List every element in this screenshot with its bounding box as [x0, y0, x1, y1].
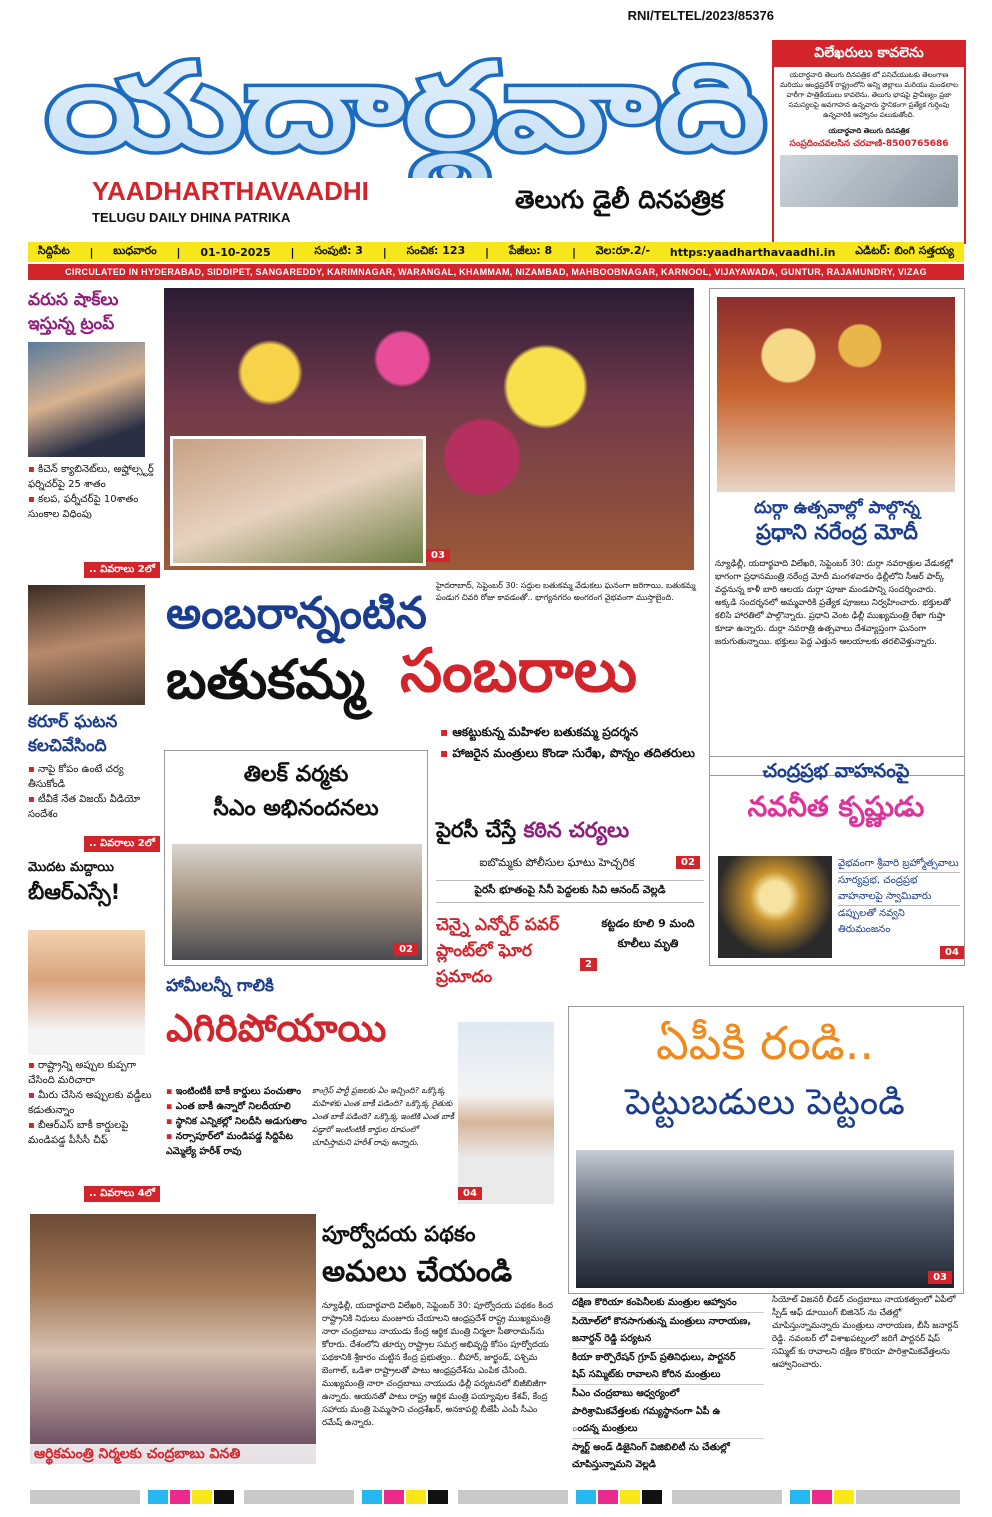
ap-line-2: సియోల్‌లో కొనసాగుతున్న మంత్రులు నారాయణ,	[572, 1315, 751, 1327]
ap-kia-photo	[576, 1150, 954, 1288]
harish-bullet-4: ▪ నర్సాపూర్‌లో మండిపడ్డ సిద్దిపేట ఎమ్మెల్యే హరీశ్ రావు	[166, 1129, 308, 1159]
info-volume: సంపుటి: 3	[314, 244, 363, 257]
krishna-headline-2[interactable]: నవనీత కృష్ణుడు	[747, 790, 925, 823]
nirmala-headline-1[interactable]: పూర్వోదయ పథకం	[322, 1222, 476, 1246]
bathukamma-photo	[164, 288, 694, 570]
ap-line-9: స్మార్ట్ అండ్ డిజైనింగ్ విజిబిలిటీ ను చేతుల్లో	[572, 1441, 730, 1453]
info-editor: ఎడిటర్: బింగి సత్తయ్య	[855, 244, 955, 257]
color-bar-gray-3	[458, 1490, 568, 1504]
lead-headline-2b[interactable]: సంబరాలు	[400, 636, 638, 706]
ap-line-1: దక్షిణ కొరియా కంపెనీలకు మంత్రుల ఆహ్వానం	[572, 1294, 764, 1313]
color-bar-cyan-4	[790, 1490, 810, 1504]
krishna-headline-1[interactable]: చంద్రప్రభ వాహనంపై	[762, 760, 910, 782]
piracy-line-2: పైరసీ భూతంపై సినీ పెద్దలకు సివి ఆనంద్ వెల్లడి	[436, 880, 704, 903]
color-bar-cyan	[148, 1490, 168, 1504]
english-title: YAADHARTHAVAADHI	[92, 176, 369, 206]
color-bar-magenta-2	[384, 1490, 404, 1504]
piracy-headline-a: పైరసీ చేస్తే	[436, 818, 517, 842]
color-bar-yellow	[192, 1490, 212, 1504]
piracy-headline-b: కఠిన చర్యలు	[523, 818, 630, 842]
lead-caption: హైదరాబాద్, సెప్టెంబర్ 30: సద్దుల బతుకమ్మ వేడుకలు ఘనంగా జరిగాయి. బతుకమ్మ పండుగ చివరి రోజు కావడంతో.. భాగ్యనగరం అంగరంగ వైభవంగా ముస్తాబైంది.	[436, 581, 696, 602]
info-pages: పేజీలు: 8	[508, 244, 553, 257]
modi-headline-2: ప్రధాని నరేంద్ర మోదీ	[756, 520, 918, 544]
ap-line-3: జనార్దన్ రెడ్డి పర్యటన	[572, 1330, 764, 1349]
chennai-headline[interactable]: చెన్నై ఎన్నోర్ పవర్ ప్లాంట్‌లో ఘోర ప్రమాదం	[436, 915, 560, 987]
harish-headline[interactable]: ఎగిరిపోయాయి	[166, 1006, 387, 1050]
brs-bullets	[28, 1058, 156, 1148]
tilak-headline[interactable]	[170, 758, 422, 826]
vacancy-heading: విలేఖరులు కావలెను	[774, 42, 964, 67]
trump-bullet-1: ▪ కిచెన్ క్యాబినెట్‌లు, అప్హోల్స్టర్డ్ ఫర్నిచర్‌పై 25 శాతం	[28, 462, 156, 492]
ap-line-10: చూపిస్తున్నామని వెల్లడి	[572, 1459, 656, 1471]
krishna-photo	[718, 856, 832, 958]
brs-more-link[interactable]: .. వివరాలు 4లో	[84, 1186, 160, 1202]
masthead-logo[interactable]	[38, 28, 778, 178]
piracy-page-tag: 02	[676, 856, 700, 869]
modi-body: న్యూఢిల్లీ, యదార్థవాది విలేఖరి, సెప్టెంబర్ 30: దుర్గా నవరాత్రుల వేడుకల్లో భాగంగా ప్రధానమంత్రి నరేంద్ర మోదీ మంగళవారం ఢిల్లీలోని సీఆర్ పార్క్ వద్దనున్న కాళీ బారి ఆలయ దుర్గా పూజా మండపాన్ని సందర్శించారు. అక్కడి సందర్శనలో అమ్మవారికి ప్రత్యేక పూజలు నిర్వహించారు. భక్తులతో కలిసి హారతిలో పాల్గొన్నారు. ప్రధాని వెంట ఢిల్లీ ముఖ్యమంత్రి రేఖా గుప్తా కూడా ఉన్నారు. దుర్గా నవరాత్రి ఉత్సవాలు దేశవ్యాప్తంగా ఘనంగా జరుగుతున్నాయి. భక్తులు పెద్ద ఎత్తున ఆలయాలకు తరలివెళ్తున్నారు.	[715, 559, 953, 647]
krishna-bullets	[838, 856, 960, 938]
nirmala-caption: ఆర్థికమంత్రి నిర్మలకు చంద్రబాబు వినతి	[30, 1444, 316, 1467]
lead-page-tag: 03	[426, 549, 450, 562]
krishna-bullet-2: సూర్యప్రభ, చంద్రప్రభ వాహనాలపై స్వామివారు	[838, 873, 960, 906]
piracy-line-1: ఐబొమ్మకు పోలీసుల ఘాటు హెచ్చరిక	[479, 856, 635, 869]
info-place: సిద్దిపేట	[37, 244, 70, 257]
tilak-headline-2: సీఎం అభినందనలు	[213, 796, 379, 821]
color-bar-cyan-2	[362, 1490, 382, 1504]
ap-page-tag: 03	[928, 1271, 952, 1284]
karur-bullets	[28, 762, 156, 822]
info-date: 01-10-2025	[200, 245, 271, 259]
color-bar-magenta-4	[812, 1490, 832, 1504]
ap-headline-2[interactable]: పెట్టుబడులు పెట్టండి	[625, 1082, 905, 1123]
nirmala-photo	[30, 1214, 316, 1464]
color-bar-gray-2	[244, 1490, 354, 1504]
harish-quote: కాంగ్రెస్ పార్టీ ప్రజలకు ఏం ఇచ్చింది? ఒక్కొక్క మహిళకు ఎంత బాకీ పడింది? ఒక్కొక్క రైతుకు ఎంత బాకీ పడింది? ఒక్కొక్క ఇంటికి ఎంత బాకీ పడ్డారో ఇంటింటికీ కార్డుల రూపంలో చూపిస్తామని హరీశ్ రావు అన్నారు.	[312, 1086, 455, 1147]
chennai-side-text: కట్టడం కూలి 9 మంది కూలీలు మృతి	[601, 917, 695, 950]
color-bar-black	[214, 1490, 234, 1504]
vacancy-body: యదార్థవాది తెలుగు దినపత్రిక లో పనిచేయుటకు తెలంగాణ మరియు ఆంధ్రప్రదేశ్ రాష్ట్రంలోని అన్ని జిల్లాలు మరియు మండలాల వారీగా పాత్రికేయులు కావలెను. తెలుగు భాషపై ప్రావీణ్యం ప్రజా సమస్యలపై అవగాహన ఉన్నవారు స్థానికంగా ప్రత్యేక గుర్తింపు ఉన్నవారికి ఆహ్వానం పలుకుతోంది.	[780, 71, 958, 119]
brs-bullet-3: ▪ బీఆర్ఎస్ బాకీ కార్డులపై మండిపడ్డ పీసీసీ చీఫ్	[28, 1118, 156, 1148]
piracy-headline[interactable]	[436, 818, 696, 848]
brs-bullet-1: ▪ రాష్ట్రాన్ని అప్పుల కుప్పగా చేసింది మరిచారా	[28, 1058, 156, 1088]
info-day: బుధవారం	[113, 244, 157, 257]
trump-bullet-2: ▪ కలప, ఫర్నీచర్‌పై 10శాతం సుంకాల విధింపు	[28, 492, 156, 522]
ap-left-lines	[572, 1294, 764, 1474]
lead-bullets	[440, 722, 705, 764]
pcc-chief-photo	[28, 930, 145, 1055]
harish-bullets	[166, 1084, 308, 1159]
trump-photo	[28, 342, 145, 457]
ap-headline-1[interactable]: ఏపీకి రండి..	[656, 1016, 874, 1070]
harish-bullet-3: ▪ స్థానిక ఎన్నికల్లో నిలదీసి అడుగుతాం	[166, 1114, 308, 1129]
trump-bullets	[28, 462, 156, 522]
color-bar-gray-left	[30, 1490, 140, 1504]
info-bar: సిద్దిపేట | బుధవారం | 01-10-2025 | సంపుటి: 3 | సంచిక: 123 | పేజీలు: 8 | వెల:రూ.2/- https:yaadharthavaadhi.in ఎడిటర్: బింగి సత్తయ్య	[28, 242, 964, 262]
vacancy-phone: సంప్రదించవలసిన చరవాణి-8500765686	[789, 139, 949, 149]
ap-line-8: ందన్న మంత్రులు	[572, 1420, 764, 1439]
tilak-page-tag: 02	[394, 943, 418, 956]
color-bar-yellow-4	[834, 1490, 854, 1504]
modi-headline-1: దుర్గా ఉత్సవాల్లో పాల్గొన్న	[754, 498, 920, 518]
chennai-page-tag: 2	[580, 958, 597, 971]
lead-headline-2a[interactable]: బతుకమ్మ	[166, 648, 366, 711]
ap-line-5: షిప్ సమ్మిట్‌కు రావాలని కోరిన మంత్రులు	[572, 1366, 764, 1385]
karur-headline[interactable]: కరూర్ ఘటన కలచివేసింది	[28, 712, 118, 756]
writing-hand-photo	[780, 155, 958, 207]
vacancy-ad[interactable]	[772, 40, 966, 244]
ap-line-4: కియా కార్పొరేషన్ గ్రూప్ ప్రతినిధులు, పార్టనర్	[572, 1351, 736, 1363]
krishna-page-tag: 04	[940, 946, 964, 959]
lead-headline-1[interactable]: అంబరాన్నంటిన	[166, 588, 427, 639]
krishna-bullet-3: డప్పులతో నవ్వని తిరుమంజనం	[838, 908, 905, 935]
karur-more-link[interactable]: .. వివరాలు 2లో	[84, 836, 160, 852]
logo-graphic	[38, 28, 778, 178]
trump-headline[interactable]: వరుస షాక్‌లు ఇస్తున్న ట్రంప్	[28, 290, 119, 334]
tilak-photo	[172, 844, 422, 960]
lead-bullet-1: ▪ ఆకట్టుకున్న మహిళల బతుకమ్మ ప్రదర్శన	[440, 722, 705, 743]
modi-durga-photo	[717, 297, 955, 492]
krishna-bullet-1: వైభవంగా శ్రీవారి బ్రహ్మోత్సవాలు	[838, 856, 960, 873]
info-issue: సంచిక: 123	[406, 244, 466, 257]
trump-more-link[interactable]: .. వివరాలు 2లో	[84, 562, 160, 578]
lead-bullet-2: ▪ హాజరైన మంత్రులు కొండా సురేఖ, పొన్నం తదితరులు	[440, 743, 705, 764]
color-bar-cyan-3	[576, 1490, 596, 1504]
harish-bullet-2: ▪ ఎంత బాకీ ఉన్నారో నిలదీయాలి	[166, 1099, 308, 1114]
ap-line-7: పారిశ్రామికవేత్తలకు గమ్యస్థానంగా ఏపీ ఉ	[572, 1405, 721, 1417]
color-bar-magenta	[170, 1490, 190, 1504]
vacancy-signature: యదార్థవాది తెలుగు దినపత్రిక	[828, 127, 910, 135]
english-subtitle: TELUGU DAILY DHINA PATRIKA	[92, 210, 291, 225]
vijay-photo	[28, 585, 145, 705]
logo-text: యదార్థవాది	[46, 38, 598, 176]
tilak-headline-1: తిలక్ వర్మకు	[243, 762, 349, 787]
ap-line-6: సీఎం చంద్రబాబు ఆధ్వర్యంలో	[572, 1387, 680, 1399]
color-bar-black-2	[428, 1490, 448, 1504]
telugu-subtitle: తెలుగు డైలీ దినపత్రిక	[515, 185, 724, 214]
color-bar-yellow-3	[620, 1490, 640, 1504]
circulation-bar: CIRCULATED IN HYDERABAD, SIDDIPET, SANGAREDDY, KARIMNAGAR, WARANGAL, KHAMMAM, NIZAMBAD, MAHBOOBNAGAR, KARNOOL, VIJAYAWADA, GUNTUR, RAJAMUNDRY, VIZAG	[28, 264, 964, 280]
harish-page-tag: 04	[458, 1187, 482, 1200]
color-bar-yellow-2	[406, 1490, 426, 1504]
brs-kicker: మొదట మద్దాయి	[28, 860, 114, 875]
info-website[interactable]: https:yaadharthavaadhi.in	[669, 245, 836, 259]
color-bar-gray-right	[856, 1490, 960, 1504]
harish-photo	[458, 1022, 554, 1204]
karur-bullet-1: ▪ నాపై కోపం ఉంటే చర్య తీసుకోండి	[28, 762, 156, 792]
harish-kicker: హామీలన్నీ గాలికి	[166, 976, 274, 996]
harish-bullet-1: ▪ ఇంటింటికీ బాకీ కార్డులు పంచుతాం	[166, 1084, 308, 1099]
nirmala-body: న్యూఢిల్లీ, యదార్థవాది విలేఖరి, సెప్టెంబర్ 30: పూర్వోదయ పథకం కింద రాష్ట్రానికి నిధులు మంజూరు చేయాలని ఆంధ్రప్రదేశ్ రాష్ట్ర ముఖ్యమంత్రి నారా చంద్రబాబు నాయుడు కేంద్ర ఆర్థిక మంత్రి నిర్మలా సీతారామన్‌ను కోరారు. దేశంలోని తూర్పు రాష్ట్రాల సమగ్ర అభివృద్ధి కోసం పూర్వోదయ పథకానికి శ్రీకారం చుట్టిన కేంద్ర ప్రభుత్వం.. బీహార్, జార్ఖండ్, పశ్చిమ బెంగాల్, ఒడిశా రాష్ట్రాలతో పాటు ఆంధ్రప్రదేశ్‌ను ఎంపిక చేసింది. ముఖ్యమంత్రి నారా చంద్రబాబు నాయుడు ఢిల్లీ పర్యటనలో బిజీబిజీగా ఉన్నారు. ఆయనతో పాటు రాష్ట్ర ఆర్థిక మంత్రి పయ్యావుల కేశవ్, కేంద్ర సహాయ మంత్రి పెమ్మసాని చంద్రశేఖర్, అనకాపల్లి బీజేపీ ఎంపీ సీఎం రమేష్ ఉన్నారు.	[322, 1301, 553, 1428]
color-bar-gray-4	[672, 1490, 782, 1504]
ap-right-body: సియోల్ విజనరీ లీడర్ చంద్రబాబు నాయకత్వంలో ఏపీలో స్పీడ్ ఆఫ్ డూయింగ్ బిజినెస్ ను చేతల్లో చూపిస్తున్నామన్నారు మంత్రులు నారాయణ, బీసీ జనార్దన్ రెడ్డి. నవంబర్ లో విశాఖపట్నంలో జరిగే పార్టనర్ షిప్ సమ్మిట్ కు రావాలని దక్షిణ కొరియా పారిశ్రామికవేత్తలను ఆహ్వానించారు.	[772, 1295, 959, 1370]
info-price: వెల:రూ.2/-	[595, 244, 651, 257]
nirmala-headline-2[interactable]: అమలు చేయండి	[322, 1254, 513, 1288]
color-bar-black-3	[642, 1490, 662, 1504]
bathukamma-inset-photo	[170, 436, 426, 566]
modi-headline[interactable]	[715, 496, 959, 544]
brs-bullet-2: ▪ మీరు చేసిన అప్పులకు వడ్డీలు కడుతున్నాం	[28, 1088, 156, 1118]
rni-number: RNI/TELTEL/2023/85376	[627, 8, 774, 23]
karur-bullet-2: ▪ టీవీకే నేత విజయ్ వీడియో సందేశం	[28, 792, 156, 822]
brs-headline[interactable]: బీఆర్ఎస్సే!	[28, 880, 121, 904]
color-bar-magenta-3	[598, 1490, 618, 1504]
